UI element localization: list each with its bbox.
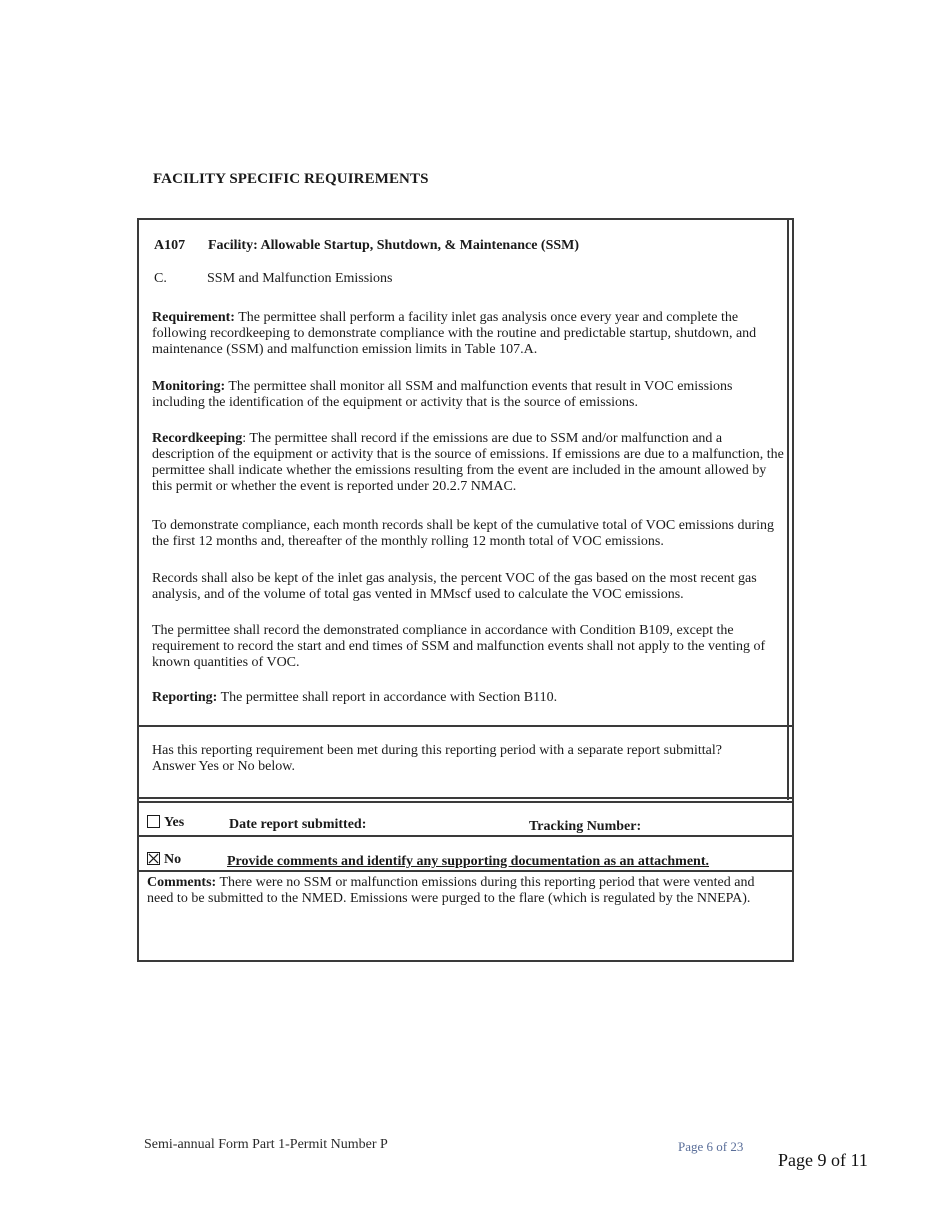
records-paragraph: Records shall also be kept of the inlet gas analysis, the percent VOC of the gas based on the most recent gas analysis, and of the volume of total gas vented in MMscf used to calculate the VOC emissions. [152,571,757,602]
monitoring-label: Monitoring: [152,379,226,394]
comments-paragraph [147,875,775,907]
no-instruction: Provide comments and identify any supporting documentation as an attachment. [227,854,709,869]
requirement-label: Requirement: [152,310,235,325]
question-line-1: Has this reporting requirement been met during this reporting period with a separate report submittal? [152,743,722,758]
no-row [147,852,181,868]
divider [139,801,792,803]
divider [139,725,792,727]
requirement-table [137,218,794,962]
requirement-code: A107 [154,238,186,253]
no-label: No [164,852,182,867]
comments-text: There were no SSM or malfunction emissions during this reporting period that were vented and need to be submitted to the NMED. Emissions were purged to the flare (which is regulated by the NNEPA). [147,875,755,906]
requirement-text: The permittee shall perform a facility inlet gas analysis once every year and complete the following recordkeeping to demonstrate compliance with the routine and predictable startup, shutdown, and maintenance (SSM) and malfunction emission limits in Table 107.A. [152,310,757,357]
recordkeeping-label: Recordkeeping [152,431,243,446]
yes-row [147,815,184,831]
subsection-title: SSM and Malfunction Emissions [207,271,393,286]
no-checkbox[interactable] [147,852,160,865]
subsection-letter: C. [154,271,167,286]
requirement-title: Facility: Allowable Startup, Shutdown, & Maintenance (SSM) [208,238,580,253]
question-text [152,743,792,775]
recordkeeping-paragraph [152,431,784,495]
reporting-label: Reporting: [152,690,218,705]
reporting-text: The permittee shall report in accordance with Section B110. [217,690,558,705]
monitoring-text: The permittee shall monitor all SSM and malfunction events that result in VOC emissions including the identification of the equipment or activity that is the source of emissions. [152,379,733,410]
divider [139,835,792,837]
reporting-paragraph [152,690,784,706]
demonstrated-paragraph: The permittee shall record the demonstrated compliance in accordance with Condition B109, except the requirement to record the start and end times of SSM and malfunction events shall not apply to the venting of known quantities of VOC. [152,623,766,670]
requirement-paragraph [152,310,784,358]
monitoring-paragraph [152,379,784,411]
checkmark-x-icon [148,853,159,864]
yes-checkbox[interactable] [147,815,160,828]
footer-outer-page: Page 9 of 11 [778,1150,868,1170]
divider [139,797,792,799]
footer-form-label: Semi-annual Form Part 1-Permit Number P [144,1137,388,1152]
footer-inner-page: Page 6 of 23 [678,1139,744,1154]
recordkeeping-text: : The permittee shall record if the emissions are due to SSM and/or malfunction and a description of the equipment or activity that is the source of emissions. If emissions are due to a malfunction, the permittee shall indicate whether the emissions resulting from the event are included in the amount allowed by this permit or whether the event is reported under 20.2.7 NMAC. [152,431,784,494]
date-submitted-label: Date report submitted: [229,817,367,832]
question-line-2: Answer Yes or No below. [152,759,295,774]
divider [139,870,792,872]
comments-label: Comments: [147,875,217,890]
section-heading: FACILITY SPECIFIC REQUIREMENTS [153,171,429,187]
yes-label: Yes [164,815,185,830]
compliance-paragraph: To demonstrate compliance, each month records shall be kept of the cumulative total of VOC emissions during the first 12 months and, thereafter of the monthly rolling 12 month total of VOC emissions. [152,518,774,549]
inner-border [787,220,789,800]
tracking-number-label: Tracking Number: [529,819,642,834]
